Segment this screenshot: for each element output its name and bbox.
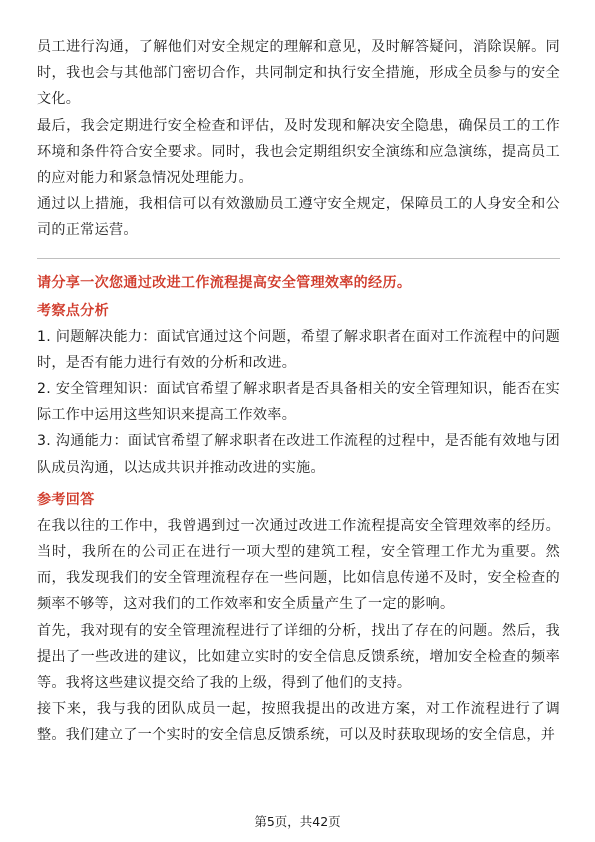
body-paragraph: 最后，我会定期进行安全检查和评估，及时发现和解决安全隐患，确保员工的工作环境和条件符合安全要求。同时，我也会定期组织安全演练和应急演练，提高员工的应对能力和紧急情况处理能力。: [37, 117, 560, 187]
interview-question: 请分享一次您通过改进工作流程提高安全管理效率的经历。: [37, 274, 412, 291]
analysis-heading: 考察点分析: [37, 302, 109, 319]
page-content: [37, 34, 560, 749]
answer-paragraph: 接下来，我与我的团队成员一起，按照我提出的改进方案，对工作流程进行了调整。我们建立了一个实时的安全信息反馈系统，可以及时获取现场的安全信息，并: [37, 701, 560, 744]
analysis-item: 3. 沟通能力：面试官希望了解求职者在改进工作流程的过程中，是否能有效地与团队成员沟通，以达成共识并推动改进的实施。: [37, 433, 560, 476]
answer-paragraph: 在我以往的工作中，我曾遇到过一次通过改进工作流程提高安全管理效率的经历。当时，我所在的公司正在进行一项大型的建筑工程，安全管理工作尤为重要。然而，我发现我们的安全管理流程存在一些问题，比如信息传递不及时，安全检查的频率不够等，这对我们的工作效率和安全质量产生了一定的影响。: [37, 517, 560, 613]
body-paragraph: 通过以上措施，我相信可以有效激励员工遵守安全规定，保障员工的人身安全和公司的正常运营。: [37, 196, 560, 239]
answer-heading: 参考回答: [37, 491, 95, 508]
analysis-item: 1. 问题解决能力：面试官通过这个问题，希望了解求职者在面对工作流程中的问题时，是否有能力进行有效的分析和改进。: [37, 328, 560, 371]
section-divider: [37, 258, 560, 259]
analysis-item: 2. 安全管理知识：面试官希望了解求职者是否具备相关的安全管理知识，能否在实际工作中运用这些知识来提高工作效率。: [37, 381, 560, 424]
body-paragraph: 员工进行沟通，了解他们对安全规定的理解和意见，及时解答疑问，消除误解。同时，我也会与其他部门密切合作，共同制定和执行安全措施，形成全员参与的安全文化。: [37, 39, 560, 108]
answer-paragraph: 首先，我对现有的安全管理流程进行了详细的分析，找出了存在的问题。然后，我提出了一些改进的建议，比如建立实时的安全信息反馈系统，增加安全检查的频率等。我将这些建议提交给了我的上级，得到了他们的支持。: [37, 622, 560, 692]
page-number: 第5页，共42页: [254, 814, 341, 829]
